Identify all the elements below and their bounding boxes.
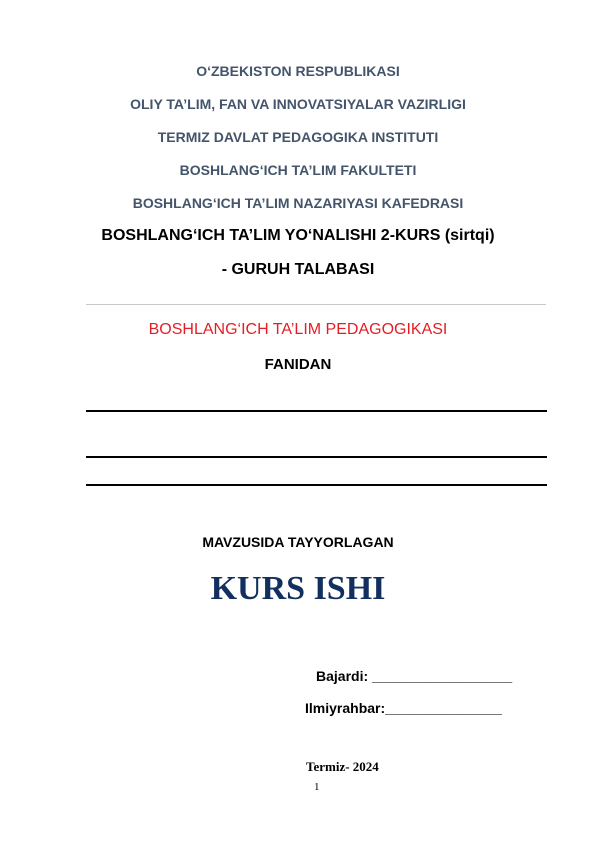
topic-line-1: [86, 410, 547, 412]
performer-field: Bajardi: __________________: [316, 668, 513, 684]
topic-label: MAVZUSIDA TAYYORLAGAN: [202, 534, 394, 550]
city-year: Termiz- 2024: [306, 759, 379, 774]
department-name: BOSHLANG‘ICH TA’LIM NAZARIYASI KAFEDRASI: [132, 195, 464, 211]
subject-suffix: FANIDAN: [264, 356, 332, 373]
topic-line-2: [86, 456, 547, 458]
group-student: - GURUH TALABASI: [221, 261, 375, 278]
topic-line-3: [86, 484, 547, 486]
country-name: O‘ZBEKISTON RESPUBLIKASI: [196, 63, 400, 79]
work-type-title: KURS ISHI: [210, 570, 386, 607]
ministry-name: OLIY TA’LIM, FAN VA INNOVATSIYALAR VAZIRLIGI: [130, 96, 466, 112]
program-course: BOSHLANG‘ICH TA’LIM YO‘NALISHI 2-KURS (sirtqi): [101, 227, 495, 244]
supervisor-field: Ilmiyrahbar:_______________: [305, 700, 502, 716]
faculty-name: BOSHLANG‘ICH TA’LIM FAKULTETI: [179, 162, 417, 178]
page-number: 1: [314, 781, 320, 793]
header-divider: [86, 304, 546, 305]
institute-name: TERMIZ DAVLAT PEDAGOGIKA INSTITUTI: [157, 129, 439, 145]
subject-name: BOSHLANG‘ICH TA’LIM PEDAGOGIKASI: [148, 321, 448, 338]
